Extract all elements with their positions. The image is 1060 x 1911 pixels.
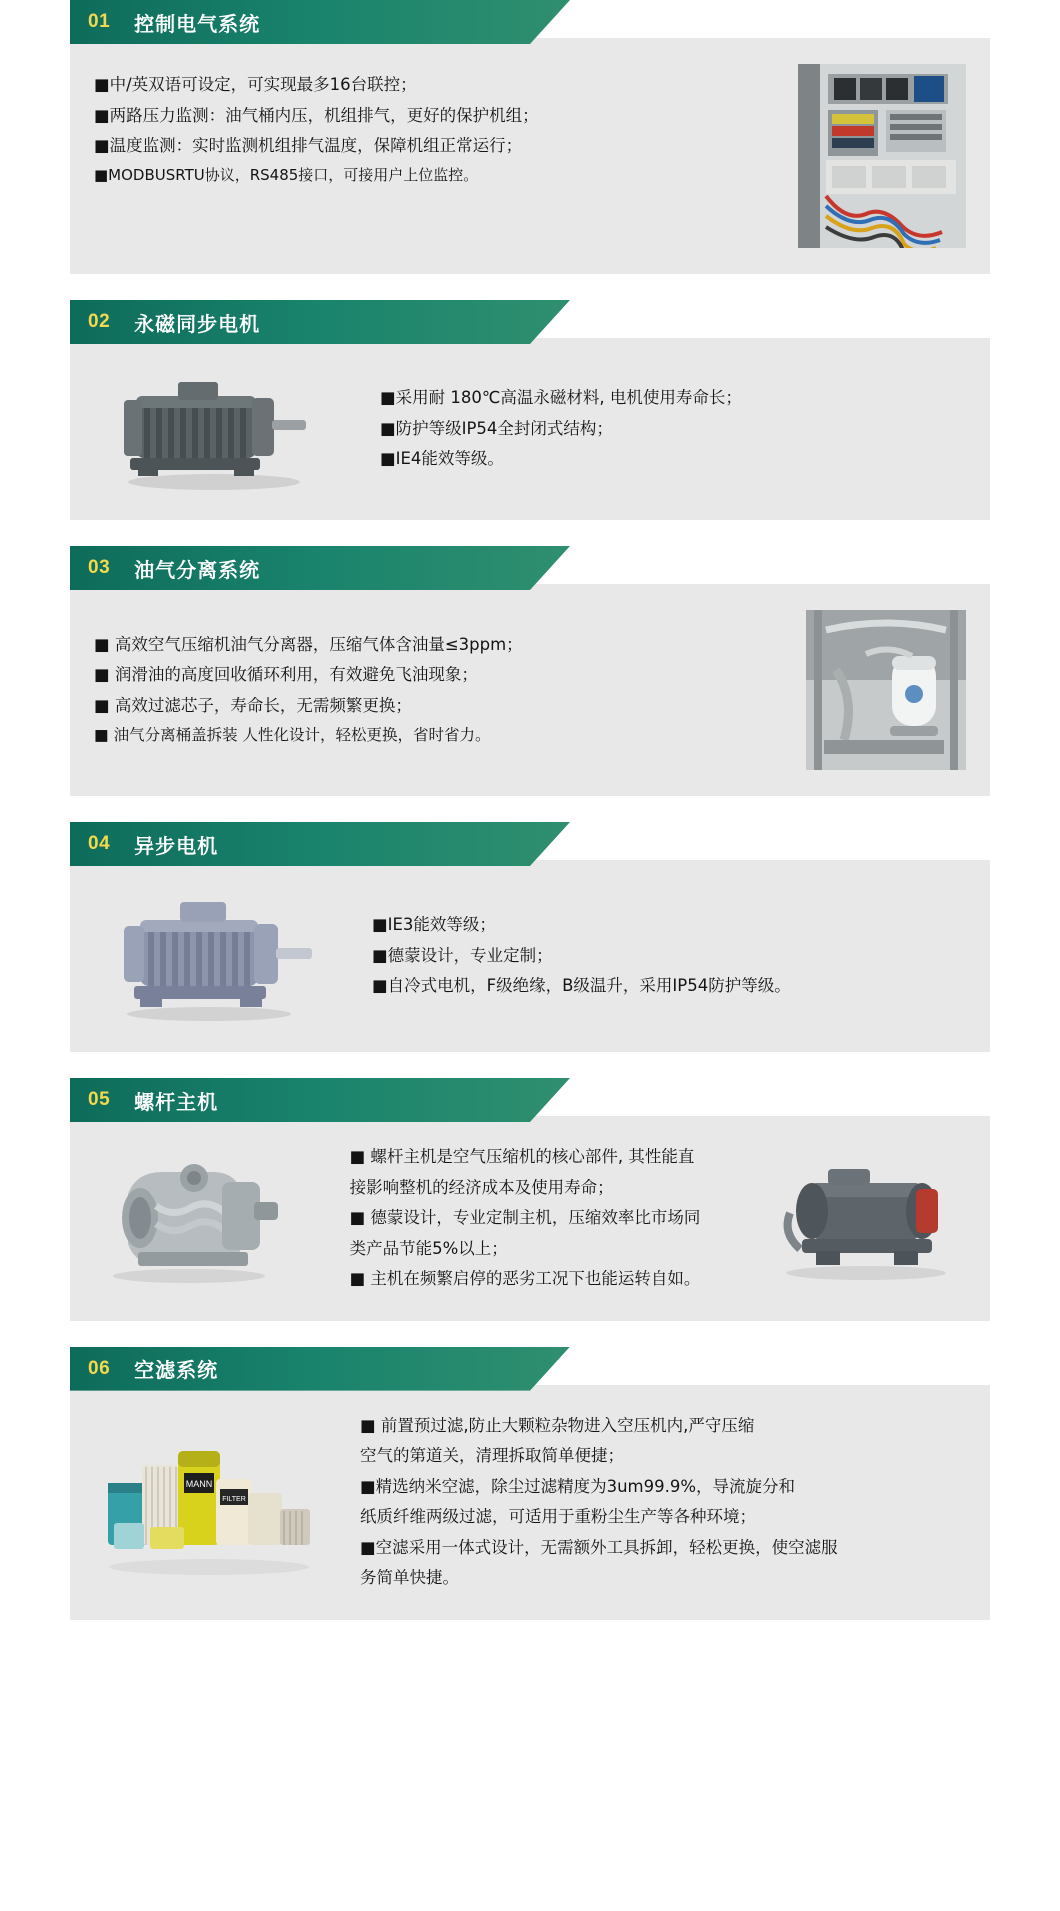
- bullet-line: ■ 前置预过滤,防止大颗粒杂物进入空压机内,严守压缩: [360, 1415, 755, 1435]
- bullet-line: 空气的第道关，清理拆取简单便捷；: [360, 1446, 624, 1466]
- section-03-body: [70, 584, 990, 796]
- section-title: 螺杆主机: [134, 1089, 219, 1114]
- bullet-line: 纸质纤维两级过滤，可适用于重粉尘生产等各种环境；: [360, 1507, 756, 1527]
- section-01-text: [94, 64, 539, 189]
- section-05-body: [70, 1116, 990, 1321]
- section-02-text: [380, 383, 742, 475]
- permanent-magnet-motor-photo: [94, 364, 334, 494]
- section-06-body: [70, 1385, 990, 1620]
- section-05-screw-airend: [70, 1078, 990, 1321]
- section-number: 03: [88, 557, 111, 578]
- bullet-line: ■采用耐 180℃高温永磁材料, 电机使用寿命长；: [380, 388, 742, 408]
- section-06-banner: [70, 1347, 570, 1391]
- section-04-text: [372, 910, 791, 1002]
- bullet-line: ■自冷式电机，F级绝缘，B级温升，采用IP54防护等级。: [372, 976, 791, 996]
- section-04-asynchronous-motor: [70, 822, 990, 1052]
- section-title: 永磁同步电机: [134, 311, 261, 336]
- bullet-line: ■两路压力监测：油气桶内压，机组排气，更好的保护机组；: [94, 105, 539, 125]
- section-05-banner: [70, 1078, 570, 1122]
- screw-airend-photo-left: [94, 1148, 284, 1288]
- section-title: 控制电气系统: [134, 11, 261, 36]
- section-number: 05: [88, 1089, 111, 1110]
- bullet-line: ■ 高效过滤芯子，寿命长，无需频繁更换；: [94, 695, 412, 715]
- bullet-line: ■ 螺杆主机是空气压缩机的核心部件, 其性能直: [349, 1147, 695, 1166]
- bullet-line: 接影响整机的经济成本及使用寿命；: [349, 1177, 614, 1197]
- bullet-line: 类产品节能5%以上；: [349, 1238, 508, 1258]
- svg-text:MANN: MANN: [185, 1479, 213, 1490]
- section-05-text: [350, 1142, 701, 1295]
- section-01-control-electrical: [70, 0, 990, 274]
- bullet-line: ■MODBUSRTU协议，RS485接口，可接用户上位监控。: [94, 165, 479, 184]
- oil-gas-separator-photo: [806, 610, 966, 770]
- bullet-line: ■德蒙设计，专业定制；: [372, 945, 553, 965]
- section-title: 油气分离系统: [134, 557, 261, 582]
- control-cabinet-photo: [798, 64, 966, 248]
- section-03-banner: [70, 546, 570, 590]
- air-filter-photo: [94, 1427, 324, 1577]
- section-number: 04: [88, 833, 111, 854]
- bullet-line: ■IE4能效等级。: [380, 449, 504, 469]
- section-title: 空滤系统: [134, 1358, 219, 1383]
- bullet-line: ■ 油气分离桶盖拆装 人性化设计，轻松更换，省时省力。: [94, 726, 491, 745]
- section-02-pm-motor: [70, 300, 990, 520]
- bullet-line: ■IE3能效等级；: [372, 915, 496, 935]
- section-06-text: [360, 1411, 838, 1594]
- bullet-line: ■中/英双语可设定，可实现最多16台联控；: [94, 75, 417, 94]
- section-title: 异步电机: [134, 833, 219, 858]
- asynchronous-motor-photo: [94, 886, 324, 1026]
- section-04-banner: [70, 822, 570, 866]
- section-01-body: [70, 38, 990, 274]
- section-number: 01: [88, 11, 111, 32]
- section-02-banner: [70, 300, 570, 344]
- section-number: 06: [88, 1357, 111, 1379]
- bullet-line: ■温度监测：实时监测机组排气温度，保障机组正常运行；: [94, 136, 523, 156]
- section-03-oil-gas-separation: [70, 546, 990, 796]
- bullet-line: ■空滤采用一体式设计，无需额外工具拆卸，轻松更换，使空滤服: [360, 1537, 838, 1557]
- bullet-line: ■ 润滑油的高度回收循环利用，有效避免飞油现象；: [94, 665, 478, 685]
- bullet-line: ■ 德蒙设计，专业定制主机，压缩效率比市场同: [349, 1208, 701, 1228]
- bullet-line: 务简单快捷。: [360, 1568, 459, 1588]
- bullet-line: ■精选纳米空滤，除尘过滤精度为3um99.9%，导流旋分和: [360, 1476, 796, 1496]
- section-03-text: [94, 630, 523, 750]
- bullet-line: ■ 高效空气压缩机油气分离器，压缩气体含油量≤3ppm；: [94, 634, 523, 654]
- section-02-body: [70, 338, 990, 520]
- svg-text:FILTER: FILTER: [222, 1496, 246, 1504]
- section-04-body: [70, 860, 990, 1052]
- screw-airend-photo-right: [766, 1153, 966, 1283]
- section-number: 02: [88, 311, 111, 332]
- section-01-banner: [70, 0, 570, 44]
- bullet-line: ■ 主机在频繁启停的恶劣工况下也能运转自如。: [349, 1269, 701, 1289]
- bullet-line: ■防护等级IP54全封闭式结构；: [380, 418, 613, 438]
- section-06-air-filter: [70, 1347, 990, 1620]
